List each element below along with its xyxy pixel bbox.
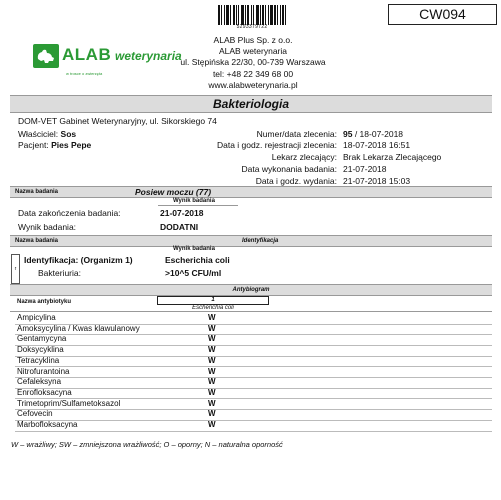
ident-section-title: Identyfikacja	[242, 238, 279, 244]
sensitivity-value: W	[208, 398, 216, 408]
sensitivity-value: W	[208, 377, 216, 387]
owner-value: Sos	[60, 129, 77, 139]
organism-column-number: 1	[157, 296, 269, 305]
end-date-label: Data zakończenia badania:	[18, 208, 121, 218]
report-title: Bakteriologia	[10, 96, 492, 112]
sample-code: CW094	[388, 4, 497, 25]
issue-date-value: 21-07-2018 15:03	[343, 176, 411, 186]
ident-header-label: Nazwa badania	[15, 238, 59, 244]
antibiogram-section-header: Antybiogram	[10, 284, 492, 296]
sensitivity-value: W	[208, 323, 216, 333]
organism-column-name: Escherichia coli	[192, 305, 234, 311]
antibiotic-name: Nitrofurantoina	[17, 366, 70, 376]
patient-value: Pies Pepe	[51, 140, 92, 150]
owner-row	[18, 129, 76, 139]
order-number-label: Numer/data zlecenia:	[256, 129, 337, 139]
patient-row	[18, 140, 91, 150]
sensitivity-value: W	[208, 420, 216, 429]
sensitivity-value: W	[208, 345, 216, 355]
antibiotic-name: Cefaleksyna	[17, 377, 62, 387]
antibiotic-name: Ampicylina	[17, 313, 56, 322]
clinic-name: DOM-VET Gabinet Weterynaryjny, ul. Sikorskiego 74	[18, 116, 217, 126]
lab-street: ul. Stępińska 22/30, 00-739 Warszawa	[180, 57, 326, 68]
barcode-number: 5293379722	[236, 24, 268, 30]
divider	[10, 311, 492, 312]
lab-address	[168, 35, 338, 91]
test-name: Posiew moczu (77)	[135, 187, 212, 197]
patient-label: Pacjent:	[18, 140, 49, 150]
alab-logo-icon	[33, 44, 59, 68]
order-number	[343, 129, 403, 139]
antibiotic-column-header: Nazwa antybiotyku	[17, 299, 72, 305]
divider	[158, 205, 238, 206]
logo-tagline: w trosce o zwierzęta	[66, 71, 103, 76]
sensitivity-value: W	[208, 409, 216, 419]
ident-result-header: Wynik badania	[173, 246, 215, 252]
lab-phone: tel: +48 22 349 68 00	[212, 68, 294, 79]
vet-label: Lekarz zlecający:	[271, 152, 337, 162]
sensitivity-value: W	[208, 334, 216, 344]
result-value: DODATNI	[160, 222, 199, 232]
antibiotic-name: Tetracyklina	[17, 355, 60, 365]
antibiotic-name: Doksycyklina	[17, 345, 64, 355]
order-number-value: 95	[343, 129, 353, 139]
registration-label: Data i godz. rejestracji zlecenia:	[216, 140, 337, 150]
barcode	[218, 5, 286, 25]
test-date-value: 21-07-2018	[343, 164, 387, 174]
logo-brand: ALAB	[62, 45, 112, 64]
organism-marker: r	[11, 254, 20, 284]
lab-name-2: ALAB weterynaria	[218, 46, 288, 57]
antibiotic-row	[15, 420, 492, 432]
bacteriuria-value: >10^5 CFU/ml	[165, 268, 222, 278]
divider	[10, 112, 492, 113]
order-date-value: / 18-07-2018	[352, 129, 404, 139]
registration-value: 18-07-2018 16:51	[343, 140, 411, 150]
lab-website: www.alabweterynaria.pl	[208, 79, 298, 90]
organism-label: Identyfikacja: (Organizm 1)	[24, 255, 133, 265]
vet-value: Brak Lekarza Zlecającego	[343, 152, 442, 162]
result-label: Wynik badania:	[18, 222, 77, 232]
test-section-header	[10, 186, 492, 198]
antibiotic-name: Marbofloksacyna	[17, 420, 78, 429]
sensitivity-value: W	[208, 387, 216, 397]
sensitivity-value: W	[208, 313, 216, 322]
bacteriuria-label: Bakteriuria:	[38, 268, 81, 278]
antibiotic-name: Enrofloksacyna	[17, 387, 72, 397]
antibiotic-name: Gentamycyna	[17, 334, 67, 344]
antibiotic-name: Amoksycylina / Kwas klawulanowy	[17, 323, 140, 333]
sensitivity-value: W	[208, 366, 216, 376]
identification-section-header	[10, 235, 492, 247]
sensitivity-value: W	[208, 355, 216, 365]
issue-date-label: Data i godz. wydania:	[255, 176, 337, 186]
test-date-label: Data wykonania badania:	[241, 164, 337, 174]
antibiotic-name: Trimetoprim/Sulfametoksazol	[17, 398, 121, 408]
end-date-value: 21-07-2018	[160, 208, 204, 218]
organism-value: Escherichia coli	[165, 255, 230, 265]
sensitivity-legend: W – wrażliwy; SW – zmniejszona wrażliwość; O – oporny; N – naturalna oporność	[11, 440, 283, 449]
lab-name: ALAB Plus Sp. z o.o.	[213, 35, 293, 45]
owner-label: Właściciel:	[18, 129, 59, 139]
result-header: Wynik badania	[173, 198, 215, 204]
test-header-label: Nazwa badania	[15, 189, 59, 195]
antibiotic-name: Cefovecin	[17, 409, 53, 419]
logo-brand-suffix: weterynaria	[115, 49, 182, 63]
